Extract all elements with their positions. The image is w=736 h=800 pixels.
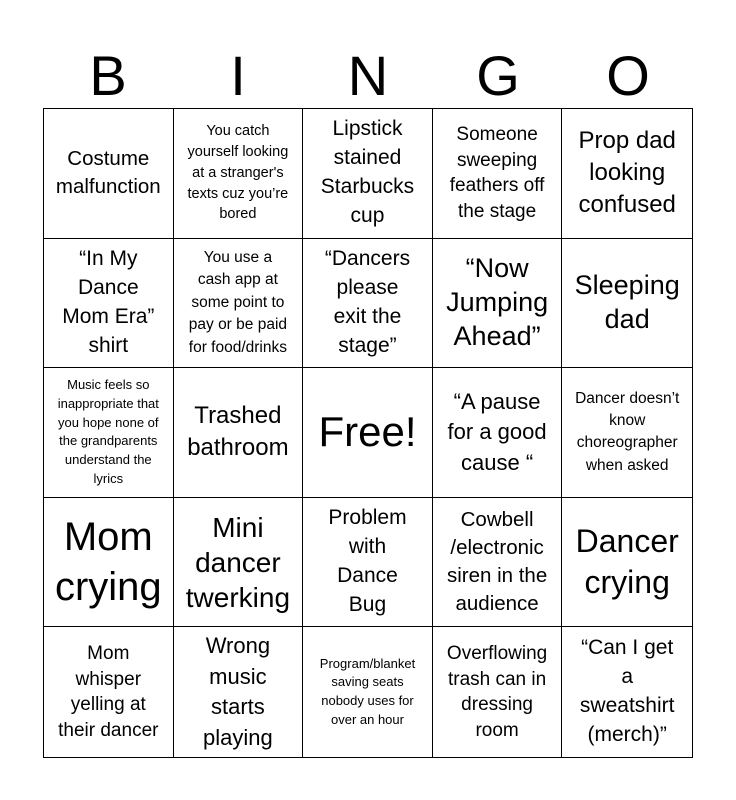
bingo-cell-dancer-choreographer[interactable] xyxy=(562,368,692,498)
cell-text: Dancer doesn’t know choreographer when asked xyxy=(575,389,680,474)
bingo-cell-saving-seats[interactable] xyxy=(303,627,433,757)
cell-text: “In My Dance Mom Era” shirt xyxy=(62,246,155,357)
bingo-cell-cash-app[interactable] xyxy=(174,239,304,369)
header-letter-g: G xyxy=(476,44,520,107)
cell-text: Mini dancer twerking xyxy=(185,511,291,613)
bingo-cell-prop-dad[interactable] xyxy=(562,109,692,239)
bingo-cell-dancer-crying[interactable] xyxy=(562,498,692,628)
cell-text: Dancer crying xyxy=(575,522,679,601)
cell-text: Sleeping dad xyxy=(574,270,680,334)
bingo-cell-mom-crying[interactable] xyxy=(44,498,174,628)
cell-text: Program/blanket saving seats nobody uses for over an hour xyxy=(319,655,416,728)
bingo-cell-mom-whisper[interactable] xyxy=(44,627,174,757)
cell-text: Cowbell /electronic siren in the audience xyxy=(446,507,548,616)
bingo-cell-stranger-texts[interactable] xyxy=(174,109,304,239)
cell-text: Lipstick stained Starbucks cup xyxy=(320,117,415,228)
cell-text: Someone sweeping feathers off the stage xyxy=(449,124,545,222)
cell-text: Mom crying xyxy=(54,515,162,610)
bingo-header xyxy=(43,44,693,108)
cell-text: “Can I get a sweatshirt (merch)” xyxy=(579,636,675,747)
bingo-cell-dance-bug[interactable] xyxy=(303,498,433,628)
bingo-cell-jumping-ahead[interactable] xyxy=(433,239,563,369)
bingo-card-grid xyxy=(43,108,693,758)
bingo-cell-pause-good-cause[interactable] xyxy=(433,368,563,498)
cell-text: Prop dad looking confused xyxy=(578,126,676,219)
bingo-cell-dancers-exit[interactable] xyxy=(303,239,433,369)
cell-text: Free! xyxy=(318,408,417,456)
bingo-cell-free[interactable] xyxy=(303,368,433,498)
cell-text: “Dancers please exit the stage” xyxy=(324,246,411,357)
cell-text: Overflowing trash can in dressing room xyxy=(446,642,548,741)
cell-text: Trashed bathroom xyxy=(187,402,289,462)
bingo-cell-overflowing-trash[interactable] xyxy=(433,627,563,757)
cell-text: You catch yourself looking at a stranger's texts cuz you’re bored xyxy=(187,123,289,223)
cell-text: You use a cash app at some point to pay or be paid for food/drinks xyxy=(188,248,288,356)
bingo-cell-trashed-bathroom[interactable] xyxy=(174,368,304,498)
cell-text: Wrong music starts playing xyxy=(203,633,273,750)
header-letter-b: B xyxy=(89,44,127,107)
header-letter-n: N xyxy=(347,44,389,107)
bingo-cell-dance-mom-shirt[interactable] xyxy=(44,239,174,369)
bingo-cell-sleeping-dad[interactable] xyxy=(562,239,692,369)
cell-text: “Now Jumping Ahead” xyxy=(446,253,549,351)
header-letter-o: O xyxy=(606,44,650,107)
bingo-cell-sweeping-feathers[interactable] xyxy=(433,109,563,239)
cell-text: Mom whisper yelling at their dancer xyxy=(58,642,159,741)
bingo-cell-mini-dancer[interactable] xyxy=(174,498,304,628)
cell-text: Music feels so inappropriate that you hope none of the grandparents understand the lyrics xyxy=(57,376,159,487)
bingo-cell-wrong-music[interactable] xyxy=(174,627,304,757)
cell-text: “A pause for a good cause “ xyxy=(447,388,547,475)
cell-text: Costume malfunction xyxy=(55,147,161,199)
cell-text: Problem with Dance Bug xyxy=(328,506,407,617)
bingo-cell-lipstick-cup[interactable] xyxy=(303,109,433,239)
bingo-cell-cowbell[interactable] xyxy=(433,498,563,628)
bingo-cell-costume-malfunction[interactable] xyxy=(44,109,174,239)
bingo-cell-inappropriate-music[interactable] xyxy=(44,368,174,498)
header-letter-i: I xyxy=(230,44,246,107)
bingo-cell-merch[interactable] xyxy=(562,627,692,757)
